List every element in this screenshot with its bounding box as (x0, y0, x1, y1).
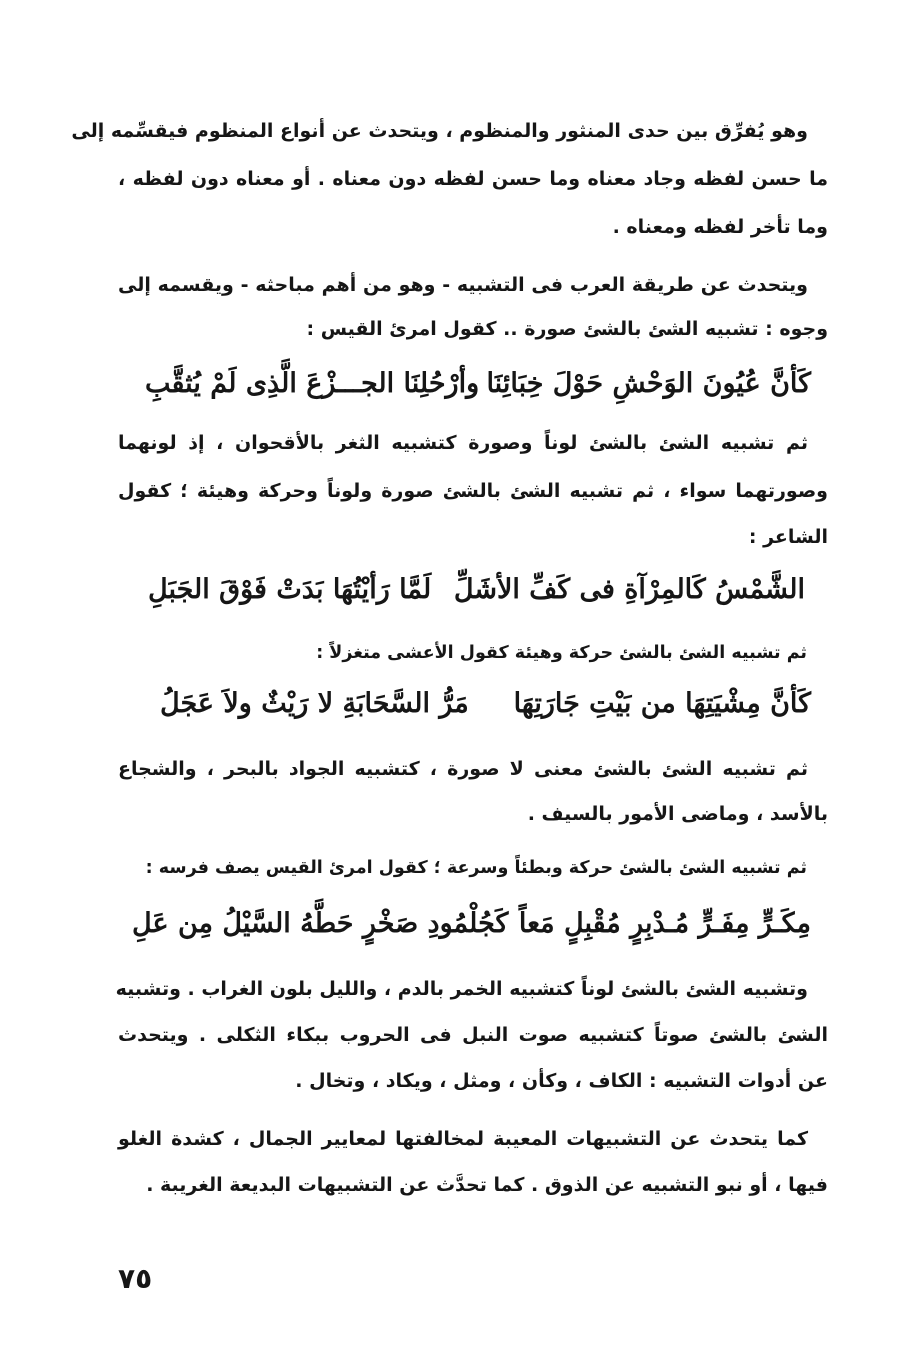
paragraph-7-line-3: عن أدوات التشبيه : الكاف ، وكأن ، ومثل ، ويكاد ، وتخال . (295, 1070, 828, 1092)
paragraph-3-line-2: وصورتهما سواء ، ثم تشبيه الشئ بالشئ صورة ولوناً وحركة وهيئة ؛ كقول (118, 480, 828, 502)
paragraph-6-line-1: ثم تشبيه الشئ بالشئ حركة وبطئاً وسرعة ؛ كقول امرئ القيس يصف فرسه : (145, 858, 807, 878)
paragraph-8-line-1: كما يتحدث عن التشبيهات المعيبة لمخالفتها لمعايير الجمال ، كشدة الغلو (118, 1128, 808, 1150)
verse-2-first-hemistich: الشَّمْسُ كَالمِرْآةِ فى كَفِّ الأشَلِّ (453, 574, 805, 605)
paragraph-1-line-2: ما حسن لفظه وجاد معناه وما حسن لفظه دون معناه . أو معناه دون لفظه ، (118, 168, 828, 190)
verse-3-first-hemistich: كَأنَّ مِشْيَتِهَا من بَيْتِ جَارَتِهَا (513, 688, 811, 719)
paragraph-1-line-3: وما تأخر لفظه ومعناه . (612, 216, 828, 238)
paragraph-4-line-1: ثم تشبيه الشئ بالشئ حركة وهيئة كقول الأعشى متغزلاً : (316, 643, 807, 663)
verse-3-second-hemistich: مَرُّ السَّحَابَةِ لا رَيْثٌ ولاَ عَجَلُ (160, 688, 469, 719)
verse-1-first-hemistich: كَأنَّ عُيُونَ الوَحْشِ حَوْلَ خِبَائِنَا (486, 368, 811, 399)
paragraph-5-line-2: بالأسد ، وماضى الأمور بالسيف . (527, 803, 828, 825)
paragraph-7-line-1: وتشبيه الشئ بالشئ لوناً كتشبيه الخمر بالدم ، والليل بلون الغراب . وتشبيه (115, 978, 808, 1000)
paragraph-3-line-1: ثم تشبيه الشئ بالشئ لوناً وصورة كتشبيه الثغر بالأقحوان ، إذ لونهما (118, 432, 808, 454)
page-number: ٧٥ (118, 1262, 153, 1295)
paragraph-7-line-2: الشئ بالشئ صوتاً كتشبيه صوت النبل فى الحروب ببكاء الثكلى . ويتحدث (118, 1024, 828, 1046)
verse-4-second-hemistich: كَجُلْمُودِ صَخْرٍ حَطَّهُ السَّيْلُ مِن عَلِ (132, 908, 509, 939)
paragraph-8-line-2: فيها ، أو نبو التشبيه عن الذوق . كما تحدَّث عن التشبيهات البديعة الغريبة . (146, 1174, 828, 1196)
verse-4-first-hemistich: مِكَـرٍّ مِفَـرٍّ مُـدْبِرٍ مُقْبِلٍ مَعاً (518, 908, 811, 939)
paragraph-2-line-1: ويتحدث عن طريقة العرب فى التشبيه - وهو من أهم مباحثه - ويقسمه إلى (118, 274, 808, 296)
paragraph-3-line-3: الشاعر : (748, 526, 828, 548)
paragraph-1-line-1: وهو يُفرِّق بين حدى المنثور والمنظوم ، ويتحدث عن أنواع المنظوم فيقسِّمه إلى (71, 120, 808, 142)
verse-2-second-hemistich: لَمَّا رَأيْتُهَا بَدَتْ فَوْقَ الجَبَلِ (148, 574, 432, 605)
verse-1-second-hemistich: وأرْحُلِنَا الجـــزْعَ الَّذِى لَمْ يُثقَّبِ (145, 368, 480, 399)
paragraph-5-line-1: ثم تشبيه الشئ بالشئ معنى لا صورة ، كتشبيه الجواد بالبحر ، والشجاع (118, 758, 808, 780)
paragraph-2-line-2: وجوه : تشبيه الشئ بالشئ صورة .. كقول امرئ القيس : (306, 318, 828, 340)
